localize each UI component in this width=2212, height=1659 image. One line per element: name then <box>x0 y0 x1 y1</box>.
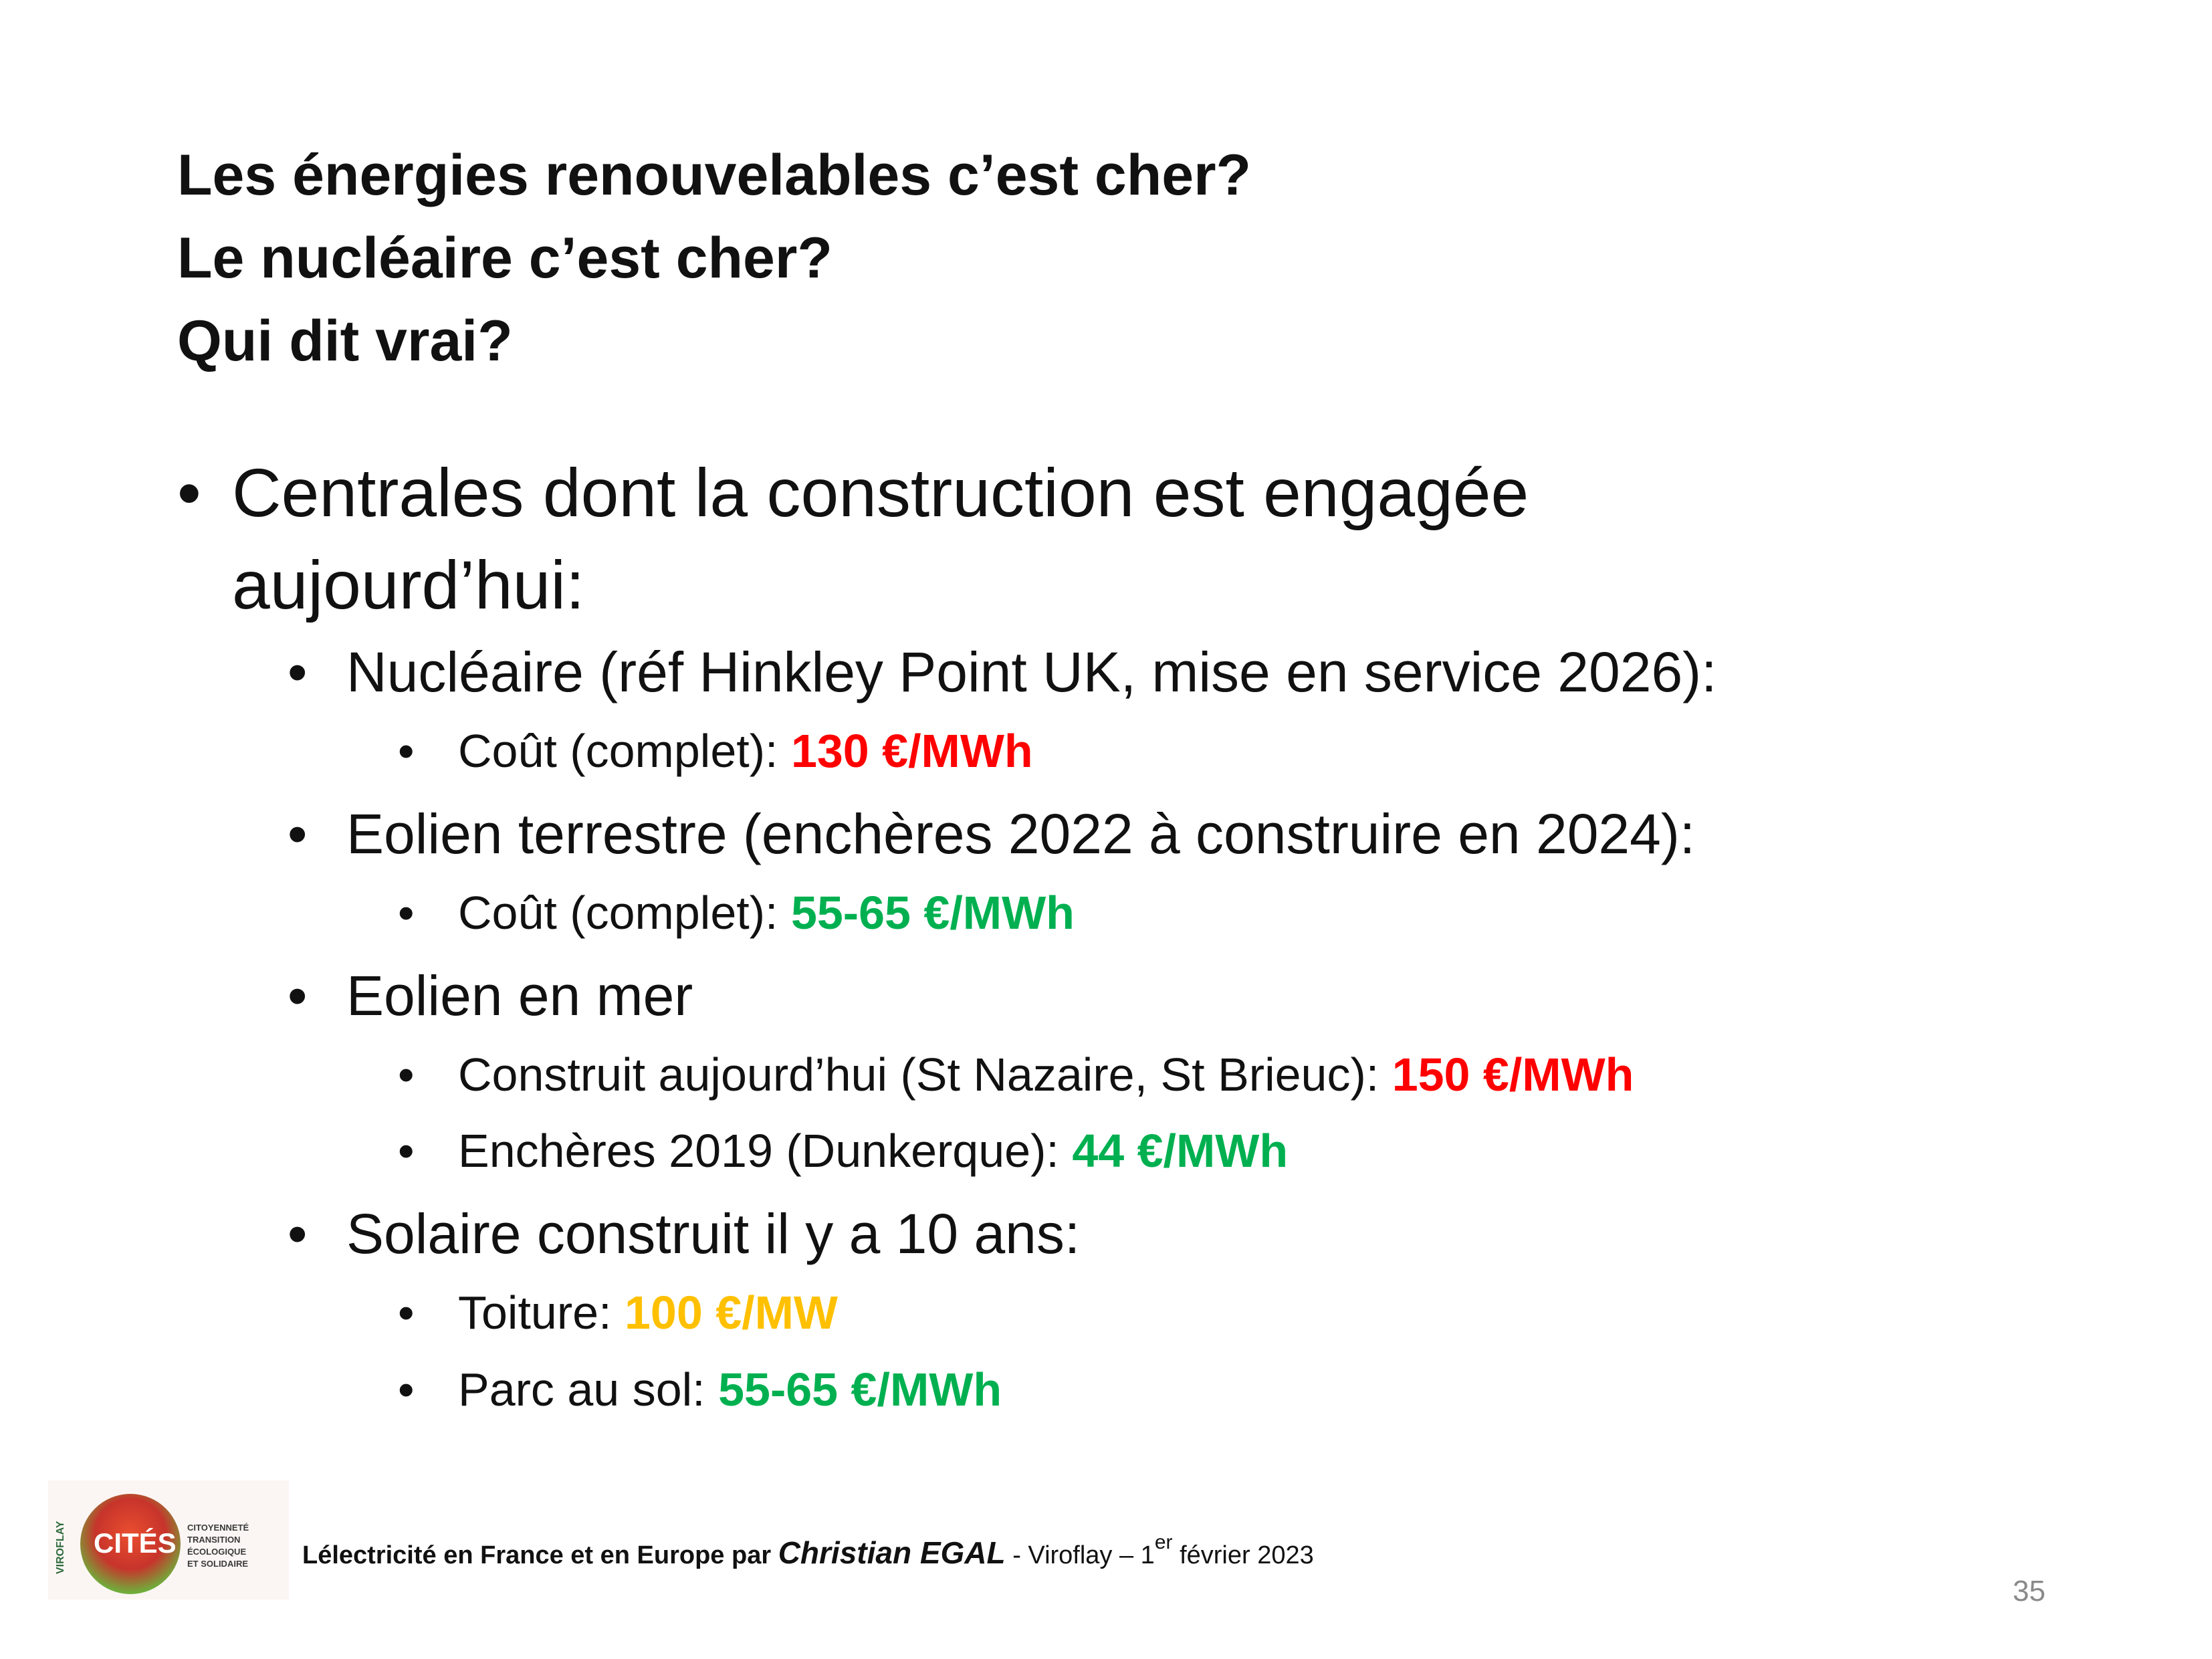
bullet-nuclear-cost <box>398 719 1033 783</box>
bullet-dot: • <box>398 1363 415 1416</box>
bullet-solar <box>288 1197 1080 1270</box>
bullet-onshore <box>288 797 1695 871</box>
nuclear-cost-label: Coût (complet): <box>458 725 791 777</box>
title-line-2: Le nucléaire c’est cher? <box>177 226 833 290</box>
logo-side-text: VIROFLAY <box>55 1521 66 1574</box>
bullet-dot: • <box>398 887 415 939</box>
bullet-dot: • <box>288 1202 308 1265</box>
slide-title <box>177 134 1251 382</box>
footer-prefix: L <box>302 1541 318 1569</box>
slide-footer <box>302 1531 1314 1571</box>
solar-label: Solaire construit il y a 10 ans: <box>346 1202 1081 1265</box>
bullet-dot: • <box>288 802 308 865</box>
bullet-solar-ground <box>398 1357 1002 1422</box>
bullet-dot: • <box>288 964 308 1027</box>
bullet-dot: • <box>288 641 308 703</box>
offshore-built-value: 150 €/MWh <box>1392 1048 1634 1101</box>
bullet-onshore-cost <box>398 881 1075 945</box>
logo-tag-1: CITOYENNETÉ <box>187 1523 249 1533</box>
solar-roof-value: 100 €/MW <box>625 1287 838 1339</box>
bullet-dot: • <box>398 1125 415 1177</box>
footer-sup: er <box>1154 1531 1173 1553</box>
logo-tag-2: TRANSITION ÉCOLOGIQUE <box>187 1535 247 1557</box>
nuclear-label: Nucléaire (réf Hinkley Point UK, mise en service 2026): <box>346 641 1717 703</box>
logo-tag-3: ET SOLIDAIRE <box>187 1559 249 1569</box>
offshore-built-label: Construit aujourd’hui (St Nazaire, St Brieuc): <box>458 1048 1392 1101</box>
bullet-intro <box>177 447 1529 631</box>
footer-place: - Viroflay – 1 <box>1005 1541 1155 1569</box>
bullet-dot: • <box>398 725 415 777</box>
bullet-offshore-auction <box>398 1119 1288 1183</box>
onshore-cost-label: Coût (complet): <box>458 887 791 939</box>
intro-line-2: aujourd’hui: <box>232 547 585 623</box>
logo-word: CITÉS <box>94 1527 177 1559</box>
bullet-dot: • <box>177 455 201 531</box>
bullet-solar-roof <box>398 1281 838 1345</box>
footer-date: février 2023 <box>1172 1541 1314 1569</box>
bullet-offshore <box>288 959 693 1032</box>
solar-ground-value: 55-65 €/MWh <box>718 1363 1002 1416</box>
footer-subject: électricité en France et en Europe par <box>318 1541 778 1569</box>
footer-author: Christian EGAL <box>778 1535 1006 1570</box>
offshore-auction-value: 44 €/MWh <box>1072 1125 1289 1177</box>
page-number: 35 <box>2013 1575 2045 1608</box>
bullet-dot: • <box>398 1287 415 1339</box>
cites-logo <box>48 1480 289 1599</box>
intro-line-1: Centrales dont la construction est engagée <box>232 455 1529 531</box>
solar-ground-label: Parc au sol: <box>458 1363 719 1416</box>
solar-roof-label: Toiture: <box>458 1287 625 1339</box>
title-line-1: Les énergies renouvelables c’est cher? <box>177 143 1252 207</box>
logo-tagline <box>187 1522 289 1570</box>
offshore-auction-label: Enchères 2019 (Dunkerque): <box>458 1125 1073 1177</box>
bullet-offshore-built <box>398 1042 1634 1107</box>
offshore-label: Eolien en mer <box>346 964 693 1027</box>
bullet-dot: • <box>398 1048 415 1101</box>
bullet-nuclear <box>288 635 1717 709</box>
onshore-cost-value: 55-65 €/MWh <box>790 887 1075 939</box>
title-line-3: Qui dit vrai? <box>177 309 513 373</box>
onshore-label: Eolien terrestre (enchères 2022 à construire en 2024): <box>346 802 1696 865</box>
nuclear-cost-value: 130 €/MWh <box>790 725 1033 777</box>
